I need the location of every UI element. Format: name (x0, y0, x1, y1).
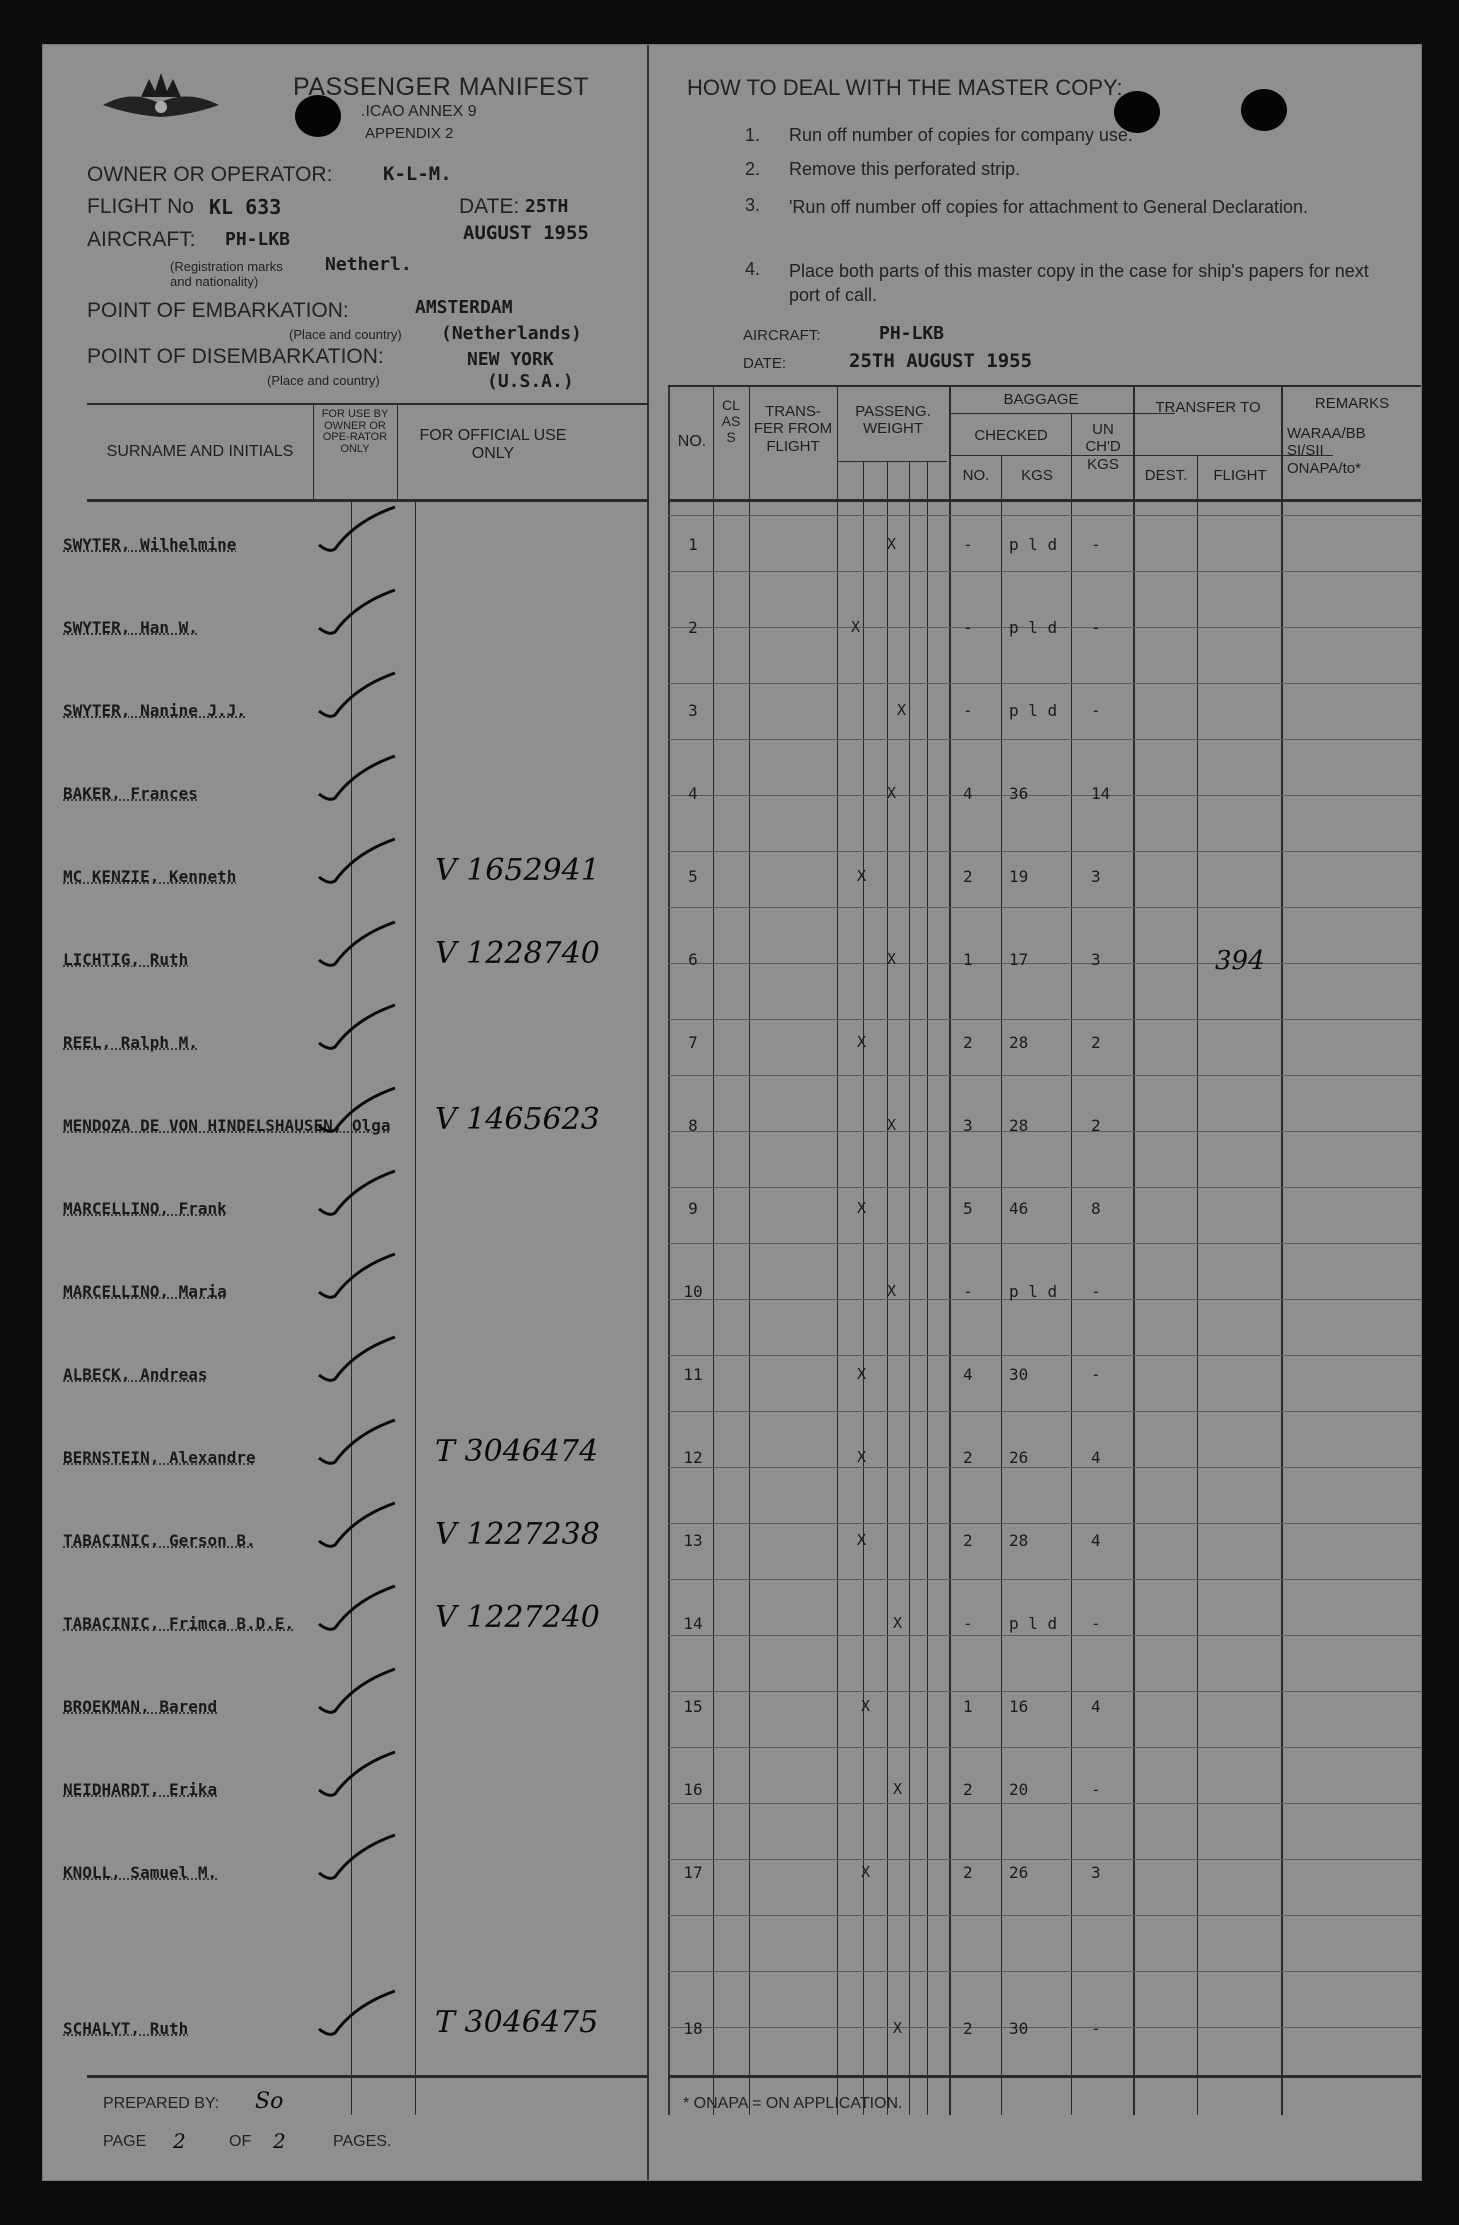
weight-sub-line (837, 461, 947, 462)
instruction-1-num: 1. (745, 125, 761, 145)
row-rule (668, 1411, 1421, 1412)
baggage-kgs: 19 (1009, 867, 1029, 886)
weight-mark: X (857, 1448, 867, 1466)
table-top-line-right (668, 385, 1421, 387)
official-number: V 1652941 (435, 853, 600, 888)
passenger-no: 6 (688, 950, 698, 969)
passenger-name: MARCELLINO, Maria (63, 1282, 227, 1301)
unchecked-kgs: 4 (1091, 1697, 1101, 1716)
passenger-name: BAKER, Frances (63, 784, 198, 803)
passenger-name: SWYTER, Nanine J.J. (63, 701, 247, 720)
unchecked-kgs: 3 (1091, 950, 1101, 969)
row-rule (668, 1019, 1421, 1020)
prepared-value: So (255, 2089, 284, 2114)
weight-mark: X (897, 701, 907, 719)
page-label: PAGE (103, 2133, 147, 2150)
baggage-kgs: 20 (1009, 1780, 1029, 1799)
embarkation-label: POINT OF EMBARKATION: (87, 299, 349, 322)
unchecked-kgs: 8 (1091, 1199, 1101, 1218)
punch-hole (1241, 89, 1287, 131)
weight-mark: X (857, 867, 867, 885)
row-rule (668, 851, 1421, 852)
row-rule (668, 1355, 1421, 1356)
baggage-kgs: p l d (1009, 1614, 1058, 1633)
place-country-note: (Place and country) (289, 327, 402, 342)
col-header-owner-use: FOR USE BY OWNER OR OPE-RATOR ONLY (321, 408, 389, 455)
perforation-line (647, 45, 649, 2180)
table-top-line (87, 403, 649, 405)
passenger-no: 5 (688, 867, 698, 886)
passenger-name: LICHTIG, Ruth (63, 950, 189, 969)
col-header-official: FOR OFFICIAL USE ONLY (419, 427, 567, 463)
row-rule (668, 1467, 1421, 1468)
check-tick-icon (315, 750, 405, 810)
unchecked-kgs: 2 (1091, 1116, 1101, 1135)
passenger-no: 13 (683, 1531, 703, 1550)
check-tick-icon (315, 501, 405, 561)
weight-mark: X (887, 1282, 897, 1300)
instruction-2: Remove this perforated strip. (789, 159, 1021, 179)
pages-label: PAGES. (333, 2133, 392, 2150)
unchecked-kgs: 14 (1091, 784, 1111, 803)
col-header-remarks: REMARKS (1314, 395, 1390, 412)
passenger-no: 12 (683, 1448, 703, 1467)
strip-date-value: 25TH AUGUST 1955 (849, 350, 1033, 372)
passenger-no: 1 (688, 535, 698, 554)
passenger-name: TABACINIC, Gerson B. (63, 1531, 256, 1550)
weight-mark: X (857, 1365, 867, 1383)
baggage-no: 2 (963, 1033, 973, 1052)
official-number: V 1465623 (435, 1102, 600, 1137)
perforation-line-2 (668, 385, 670, 2115)
check-tick-icon (315, 1663, 405, 1723)
baggage-no: - (963, 1282, 973, 1301)
col-line-flight (1197, 455, 1198, 2115)
official-number: V 1228740 (435, 936, 600, 971)
strip-aircraft-label: AIRCRAFT: (743, 327, 821, 344)
weight-mark: X (887, 1116, 897, 1134)
baggage-no: 2 (963, 1780, 973, 1799)
passenger-name: KNOLL, Samuel M. (63, 1863, 218, 1882)
baggage-no: - (963, 618, 973, 637)
date-value-2: AUGUST 1955 (463, 222, 589, 244)
weight-mark: X (893, 2019, 903, 2037)
passenger-name: MARCELLINO, Frank (63, 1199, 227, 1218)
baggage-no: 2 (963, 2019, 973, 2038)
disembarkation-value: NEW YORK (467, 349, 554, 370)
col-line-kgs (1001, 455, 1002, 2115)
owner-value: K-L-M. (383, 163, 452, 185)
row-rule (668, 1579, 1421, 1580)
instructions-title: HOW TO DEAL WITH THE MASTER COPY: (687, 75, 1123, 100)
unchecked-kgs: 3 (1091, 1863, 1101, 1882)
unchecked-kgs: - (1091, 618, 1101, 637)
col-header-passeng-weight: PASSENG. WEIGHT (855, 403, 931, 438)
baggage-no: - (963, 701, 973, 720)
col-header-transfer-to: TRANSFER TO (1155, 399, 1261, 416)
row-rule (668, 571, 1421, 572)
baggage-no: 4 (963, 784, 973, 803)
flight-value: KL 633 (209, 195, 282, 219)
unchecked-kgs: - (1091, 535, 1101, 554)
baggage-kgs: 30 (1009, 2019, 1029, 2038)
passenger-name: MENDOZA DE VON HINDELSHAUSEN, Olga (63, 1116, 391, 1135)
col-line-remarks (1281, 385, 1283, 2115)
col-line-transfer (837, 385, 838, 2115)
footer-line-right (668, 2075, 1421, 2078)
baggage-no: 1 (963, 950, 973, 969)
passenger-name: NEIDHARDT, Erika (63, 1780, 218, 1799)
unchecked-kgs: - (1091, 701, 1101, 720)
baggage-no: 2 (963, 1863, 973, 1882)
check-tick-icon (315, 1082, 405, 1142)
instruction-2-num: 2. (745, 159, 761, 179)
weight-mark: X (893, 1614, 903, 1632)
row-rule (668, 739, 1421, 740)
check-tick-icon (315, 1580, 405, 1640)
baggage-kgs: 28 (1009, 1033, 1029, 1052)
row-rule (668, 1971, 1421, 1972)
passenger-no: 15 (683, 1697, 703, 1716)
passenger-no: 18 (683, 2019, 703, 2038)
of-label: OF (229, 2133, 252, 2150)
weight-mark: X (857, 1033, 867, 1051)
baggage-kgs: 16 (1009, 1697, 1029, 1716)
col-header-baggage: BAGGAGE (1003, 391, 1079, 408)
baggage-kgs: 36 (1009, 784, 1029, 803)
baggage-no: 4 (963, 1365, 973, 1384)
passenger-name: SWYTER, Wilhelmine (63, 535, 237, 554)
passenger-name: SWYTER, Han W. (63, 618, 198, 637)
date-label: DATE: (459, 195, 520, 218)
check-tick-icon (315, 1829, 405, 1889)
passenger-no: 17 (683, 1863, 703, 1882)
col-header-checked-kgs: KGS (1021, 467, 1053, 484)
manifest-title: PASSENGER MANIFEST (293, 73, 590, 101)
unchecked-kgs: 4 (1091, 1448, 1101, 1467)
row-rule (668, 683, 1421, 684)
place-country-note: (Place and country) (267, 373, 380, 388)
strip-date-label: DATE: (743, 355, 787, 372)
passenger-name: MC KENZIE, Kenneth (63, 867, 237, 886)
row-rule (668, 1635, 1421, 1636)
instruction-4: Place both parts of this master copy in the case for ship's papers for next port of call. (789, 261, 1369, 305)
baggage-kgs: 46 (1009, 1199, 1029, 1218)
passenger-no: 16 (683, 1780, 703, 1799)
weight-mark: X (861, 1697, 871, 1715)
registration-note-2: and nationality) (170, 274, 259, 289)
of-value: 2 (273, 2129, 286, 2153)
baggage-kgs: p l d (1009, 701, 1058, 720)
col-header-unchd: UN CH'D KGS (1085, 421, 1121, 473)
transfer-flight: 394 (1215, 946, 1265, 976)
official-number: T 3046475 (435, 2005, 599, 2040)
icao-annex: .ICAO ANNEX 9 (361, 103, 477, 120)
baggage-no: 2 (963, 1448, 973, 1467)
strip-aircraft-value: PH-LKB (879, 323, 945, 344)
passenger-no: 9 (688, 1199, 698, 1218)
weight-mark: X (893, 1780, 903, 1798)
onapa-note: * ONAPA = ON APPLICATION. (683, 2095, 903, 2112)
klm-crown-logo (101, 67, 221, 137)
owner-label: OWNER OR OPERATOR: (87, 163, 333, 186)
row-rule (668, 795, 1421, 796)
col-line-weight-d (927, 461, 928, 2115)
instruction-1: Run off number of copies for company use. (789, 125, 1133, 145)
col-line-official-body (415, 501, 416, 2115)
col-header-checked: CHECKED (974, 427, 1048, 444)
check-tick-icon (315, 1331, 405, 1391)
col-header-class: CLASS (721, 397, 741, 446)
row-rule (668, 1859, 1421, 1860)
baggage-kgs: p l d (1009, 535, 1058, 554)
instruction-3: 'Run off number off copies for attachment to General Declaration. (789, 197, 1309, 217)
passenger-no: 4 (688, 784, 698, 803)
date-value-1: 25TH (525, 196, 569, 217)
baggage-kgs: 28 (1009, 1531, 1029, 1550)
weight-mark: X (887, 535, 897, 553)
instruction-3-num: 3. (745, 195, 761, 215)
passenger-no: 3 (688, 701, 698, 720)
row-rule (668, 1747, 1421, 1748)
col-line-baggage (949, 385, 951, 2115)
baggage-kgs: p l d (1009, 1282, 1058, 1301)
weight-mark: X (857, 1531, 867, 1549)
prepared-label: PREPARED BY: (103, 2095, 220, 2112)
col-header-flight: FLIGHT (1213, 467, 1267, 484)
row-rule (668, 1803, 1421, 1804)
row-rule (668, 515, 1421, 516)
row-rule (668, 2027, 1421, 2028)
unchecked-kgs: 4 (1091, 1531, 1101, 1550)
passenger-name: TABACINIC, Frimca B.D.E. (63, 1614, 295, 1633)
passenger-no: 11 (683, 1365, 703, 1384)
baggage-kgs: 26 (1009, 1448, 1029, 1467)
col-line-no (713, 385, 714, 2115)
row-rule (668, 1243, 1421, 1244)
weight-mark: X (887, 950, 897, 968)
registration-note-1: (Registration marks (170, 259, 283, 274)
flight-label: FLIGHT No (87, 195, 194, 218)
weight-mark: X (851, 618, 861, 636)
baggage-kgs: p l d (1009, 618, 1058, 637)
check-tick-icon (315, 1414, 405, 1474)
embarkation-value: AMSTERDAM (415, 297, 513, 318)
col-line-class (749, 385, 750, 2115)
col-line-transfer-to (1133, 385, 1135, 2115)
footer-line (87, 2075, 649, 2078)
col-header-transfer-from: TRANS-FER FROM FLIGHT (753, 403, 833, 455)
unchecked-kgs: 3 (1091, 867, 1101, 886)
passenger-name: BROEKMAN, Barend (63, 1697, 218, 1716)
passenger-no: 14 (683, 1614, 703, 1633)
aircraft-value: PH-LKB (225, 229, 291, 250)
page-value: 2 (173, 2129, 186, 2153)
col-header-dest: DEST. (1144, 467, 1188, 484)
baggage-kgs: 28 (1009, 1116, 1029, 1135)
passenger-no: 2 (688, 618, 698, 637)
row-rule (668, 1691, 1421, 1692)
check-tick-icon (315, 584, 405, 644)
baggage-no: - (963, 1614, 973, 1633)
baggage-kgs: 26 (1009, 1863, 1029, 1882)
check-tick-icon (315, 833, 405, 893)
unchecked-kgs: - (1091, 2019, 1101, 2038)
baggage-no: 2 (963, 867, 973, 886)
baggage-no: 1 (963, 1697, 973, 1716)
passenger-name: REEL, Ralph M. (63, 1033, 198, 1052)
check-tick-icon (315, 667, 405, 727)
baggage-kgs: 17 (1009, 950, 1029, 969)
baggage-no: 5 (963, 1199, 973, 1218)
disembarkation-label: POINT OF DISEMBARKATION: (87, 345, 384, 368)
col-header-surname: SURNAME AND INITIALS (106, 443, 294, 460)
passenger-name: BERNSTEIN, Alexandre (63, 1448, 256, 1467)
official-number: T 3046474 (435, 1434, 599, 1469)
col-line-official (397, 405, 398, 501)
passenger-no: 7 (688, 1033, 698, 1052)
appendix: APPENDIX 2 (365, 125, 454, 142)
official-number: V 1227238 (435, 1517, 600, 1552)
check-tick-icon (315, 999, 405, 1059)
baggage-no: 3 (963, 1116, 973, 1135)
weight-mark: X (857, 1199, 867, 1217)
col-line-owner (313, 405, 314, 501)
instruction-4-num: 4. (745, 259, 761, 279)
embarkation-country: (Netherlands) (441, 323, 582, 344)
weight-mark: X (887, 784, 897, 802)
header-bottom-line-right (668, 499, 1421, 502)
check-tick-icon (315, 916, 405, 976)
col-header-checked-no: NO. (962, 467, 990, 484)
unchecked-kgs: - (1091, 1614, 1101, 1633)
passenger-no: 8 (688, 1116, 698, 1135)
weight-mark: X (861, 1863, 871, 1881)
row-rule (668, 1187, 1421, 1188)
col-header-remarks-sub: WARAA/BB SI/SII ONAPA/to* (1287, 425, 1366, 477)
passenger-no: 10 (683, 1282, 703, 1301)
row-rule (668, 1075, 1421, 1076)
aircraft-label: AIRCRAFT: (87, 228, 196, 251)
baggage-no: - (963, 535, 973, 554)
unchecked-kgs: - (1091, 1282, 1101, 1301)
col-line-weight-c (909, 461, 910, 2115)
manifest-sheet (42, 44, 1422, 2181)
passenger-name: SCHALYT, Ruth (63, 2019, 189, 2038)
check-tick-icon (315, 1746, 405, 1806)
row-rule (668, 1915, 1421, 1916)
col-header-no: NO. (677, 433, 707, 450)
row-rule (668, 1131, 1421, 1132)
unchecked-kgs: - (1091, 1780, 1101, 1799)
row-rule (668, 907, 1421, 908)
row-rule (668, 1523, 1421, 1524)
row-rule (668, 963, 1421, 964)
baggage-kgs: 30 (1009, 1365, 1029, 1384)
registration-value: Netherl. (325, 254, 412, 275)
check-tick-icon (315, 1985, 405, 2045)
baggage-no: 2 (963, 1531, 973, 1550)
check-tick-icon (315, 1497, 405, 1557)
disembarkation-country: (U.S.A.) (487, 371, 574, 392)
check-tick-icon (315, 1165, 405, 1225)
check-tick-icon (315, 1248, 405, 1308)
official-number: V 1227240 (435, 1600, 600, 1635)
baggage-sub-line (949, 413, 1175, 414)
passenger-name: ALBECK, Andreas (63, 1365, 208, 1384)
unchecked-kgs: - (1091, 1365, 1101, 1384)
unchecked-kgs: 2 (1091, 1033, 1101, 1052)
